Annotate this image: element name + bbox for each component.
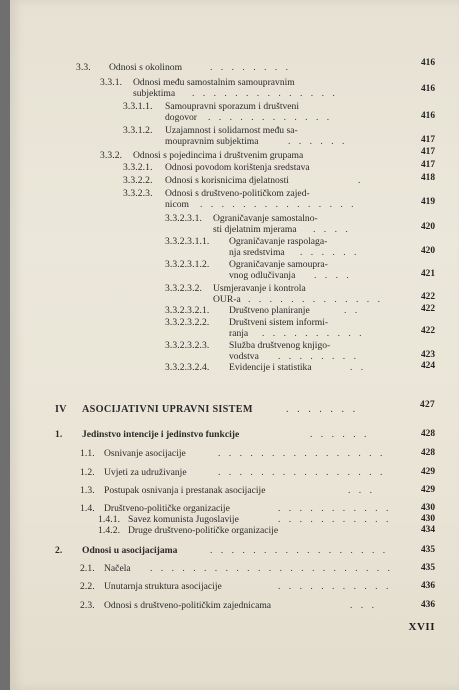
toc-page-number: 419 xyxy=(420,197,435,207)
dot-leader: . . . . xyxy=(314,270,352,281)
book-page xyxy=(10,0,459,690)
toc-number: 3.3.2.1. xyxy=(123,162,153,173)
toc-number: IV xyxy=(55,404,67,415)
toc-title: Samoupravni sporazum i društveni xyxy=(165,101,300,112)
toc-page-number: 418 xyxy=(420,173,435,183)
toc-title: Društveni sistem informi- xyxy=(229,317,329,328)
toc-title: Savez komunista Jugoslavije xyxy=(128,514,239,525)
toc-page-number: 421 xyxy=(420,269,435,279)
toc-title: Odnosi s okolinom xyxy=(109,62,183,73)
dot-leader: . . . . . . . . xyxy=(278,351,359,362)
toc-title-continuation: subjektima xyxy=(133,88,176,99)
toc-number: 2.1. xyxy=(80,563,95,574)
dot-leader: . . . . . . . . . . . . . . xyxy=(192,88,338,99)
dot-leader: . . . . . . . . . . . . xyxy=(208,112,333,123)
toc-title: Odnosi s korisnicima djelatnosti xyxy=(165,175,289,186)
toc-number: 3.3.2.3.2.4. xyxy=(165,362,210,373)
toc-title: Društveno-političke organizacije xyxy=(104,503,230,514)
dot-leader: . . . . . . xyxy=(310,429,370,440)
toc-title: Odnosi s društveno-političkom zajed- xyxy=(165,188,310,199)
toc-page-number: 435 xyxy=(420,563,435,573)
toc-title: Usmjeravanje i kontrola xyxy=(213,283,306,294)
toc-number: 3.3.2.2. xyxy=(123,175,153,186)
toc-title-continuation: sti djelatnim mjerama xyxy=(213,224,297,235)
toc-title: Služba društvenog knjigo- xyxy=(229,340,331,351)
toc-title: Unutarnja struktura asocijacije xyxy=(104,581,222,592)
toc-title: Osnivanje asocijacije xyxy=(104,448,186,459)
toc-title: Postupak osnivanja i prestanak asocijacije xyxy=(104,485,266,496)
toc-number: 3.3.1.2. xyxy=(123,125,153,136)
toc-page-number: 416 xyxy=(420,58,435,68)
toc-title-continuation: OUR-a xyxy=(213,294,241,305)
toc-title: ASOCIJATIVNI UPRAVNI SISTEM xyxy=(82,404,253,415)
toc-page-number: 429 xyxy=(420,467,435,477)
dot-leader: . . . xyxy=(348,485,375,496)
dot-leader: . . . . . . xyxy=(288,136,348,147)
toc-number: 3.3.1.1. xyxy=(123,101,153,112)
toc-title: Uvjeti za udruživanje xyxy=(104,467,187,478)
toc-number: 1.4. xyxy=(80,503,95,514)
toc-title-continuation: nicom xyxy=(165,199,189,210)
toc-title: Odnosi povodom korištenja sredstava xyxy=(165,162,310,173)
dot-leader: . . . . . . . . . . xyxy=(262,328,365,339)
toc-page-number: 428 xyxy=(420,429,435,439)
dot-leader: . . . . . . . . . . . . . . . . . xyxy=(210,545,389,556)
toc-title: Odnosi u asocijacijama xyxy=(82,545,178,556)
toc-number: 3.3.2.3.2.2. xyxy=(165,317,210,328)
toc-title: Odnosi među samostalnim samoupravnim xyxy=(133,77,295,88)
toc-page-number: 429 xyxy=(420,485,435,495)
toc-page-number: 434 xyxy=(420,525,435,535)
toc-number: 2.3. xyxy=(80,600,95,611)
dot-leader: . . . . . . . . . . . . . . . . . . . . . . . xyxy=(150,563,393,574)
dot-leader: . . . . . . . . . . . xyxy=(278,581,392,592)
dot-leader: . . . . . . . . . . . . . . . . xyxy=(218,448,386,459)
toc-title: Odnosi s pojedincima i društvenim grupama xyxy=(133,150,304,161)
toc-page-number: 416 xyxy=(420,111,435,121)
dot-leader: . . . . xyxy=(313,224,351,235)
toc-number: 3.3.2.3.2.1. xyxy=(165,305,210,316)
dot-leader: . . . xyxy=(350,600,377,611)
page-number-roman: XVII xyxy=(408,621,435,633)
dot-leader: . . . . . . xyxy=(300,247,360,258)
toc-number: 3.3.1. xyxy=(100,77,123,88)
toc-title: Odnosi s društveno-političkim zajednicama xyxy=(104,600,272,611)
toc-page-number: 417 xyxy=(420,147,435,157)
toc-title: Načela xyxy=(104,563,131,574)
dot-leader: . . . . . . . . . . . xyxy=(278,514,392,525)
toc-number: 1.4.1. xyxy=(98,514,121,525)
toc-number: 3.3. xyxy=(76,62,91,73)
toc-title-continuation: moupravnim subjektima xyxy=(165,136,259,147)
toc-number: 2. xyxy=(55,545,63,556)
toc-page-number: 436 xyxy=(420,600,435,610)
toc-number: 1.3. xyxy=(80,485,95,496)
toc-number: 2.2. xyxy=(80,581,95,592)
toc-number: 3.3.2.3.1.1. xyxy=(165,236,210,247)
toc-number: 3.3.2. xyxy=(100,150,123,161)
toc-number: 3.3.2.3.1. xyxy=(165,213,202,224)
toc-page-number: 428 xyxy=(420,448,435,458)
toc-title: Društveno planiranje xyxy=(229,305,310,316)
dot-leader: . . xyxy=(350,362,367,373)
dot-leader: . . . . . . . . . . . xyxy=(278,503,392,514)
toc-title: Druge društveno-političke organizacije xyxy=(128,525,279,536)
toc-title: Ograničavanje samoupra- xyxy=(229,259,328,270)
toc-title-continuation: vnog odlučivanja xyxy=(229,270,296,281)
toc-number: 3.3.2.3.1.2. xyxy=(165,259,210,270)
dot-leader: . . . . . . . . . . . . . xyxy=(248,294,383,305)
dot-leader: . . . . . . . . . . . . . . . . xyxy=(218,467,386,478)
toc-title: Ograničavanje samostalno- xyxy=(213,213,318,224)
dot-leader: . . xyxy=(344,305,361,316)
toc-title-continuation: ranja xyxy=(229,328,249,339)
toc-page-number: 416 xyxy=(420,84,435,94)
dot-leader: . . . . . . . . . . . . . . . xyxy=(200,199,357,210)
toc-title: Uzajamnost i solidarnost među sa- xyxy=(165,125,298,136)
toc-page-number: 435 xyxy=(420,545,435,555)
dot-leader: . . . . . . . xyxy=(286,404,359,415)
toc-number: 1.4.2. xyxy=(98,525,121,536)
toc-title: Evidencije i statistika xyxy=(229,362,312,373)
toc-page-number: 423 xyxy=(420,350,435,360)
toc-title-continuation: vodstva xyxy=(229,351,259,362)
toc-number: 3.3.2.3. xyxy=(123,188,153,199)
toc-title-continuation: nja sredstvima xyxy=(229,247,285,258)
toc-page-number: 417 xyxy=(420,135,435,145)
toc-page-number: 422 xyxy=(420,304,435,314)
toc-page-number: 424 xyxy=(420,361,435,371)
toc-page-number: 417 xyxy=(420,160,435,170)
toc-title-continuation: dogovor xyxy=(165,112,197,123)
toc-number: 1.2. xyxy=(80,467,95,478)
toc-page-number: 422 xyxy=(420,292,435,302)
toc-page-number: 430 xyxy=(420,503,435,513)
dot-leader: . xyxy=(358,175,364,186)
toc-number: 1.1. xyxy=(80,448,95,459)
toc-title: Jedinstvo intencije i jedinstvo funkcije xyxy=(82,429,240,440)
toc-title: Ograničavanje raspolaga- xyxy=(229,236,328,247)
toc-page-number: 430 xyxy=(420,514,435,524)
toc-page-number: 420 xyxy=(420,246,435,256)
toc-page-number: 420 xyxy=(420,222,435,232)
toc-page-number: 422 xyxy=(420,326,435,336)
dot-leader: . . . . . . . . xyxy=(210,62,291,73)
toc-page-number: 436 xyxy=(420,581,435,591)
toc-page-number: 427 xyxy=(420,400,435,410)
toc-number: 3.3.2.3.2.3. xyxy=(165,340,210,351)
toc-number: 1. xyxy=(55,429,63,440)
toc-number: 3.3.2.3.2. xyxy=(165,283,202,294)
